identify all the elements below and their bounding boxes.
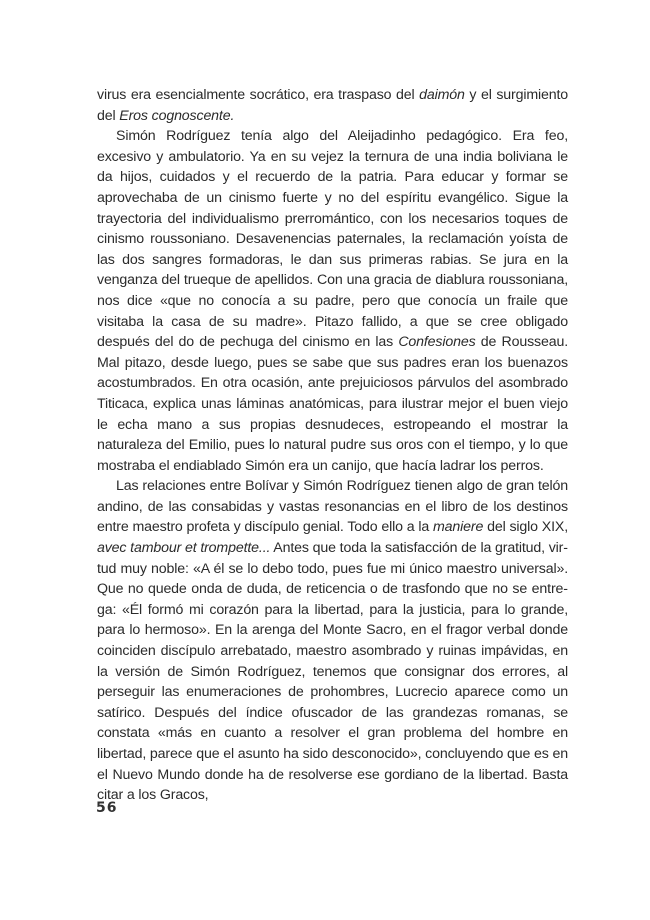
text-segment: de Rousseau. Mal pitazo, desde luego, pues se sabe que sus padres eran los buenazos acostumbrados. En otra ocasión, ante prejuiciosos párvulos del asombrado Titicaca, explica unas láminas anatómicas, para ilustrar mejor el buen viejo le echa mano a sus propias desnudeces, estropeando el mostrar la naturaleza del Emilio, pues lo natural pudre sus oros con el tiempo, y lo que mostraba el endiablado Simón era un canijo, que hacía ladrar los perros. — [97, 334, 568, 474]
italic-segment: Confesiones — [398, 334, 476, 351]
italic-segment: daimón — [419, 87, 465, 103]
text-segment: Antes que toda la satisfacción de la gratitud, virtud muy noble: «A él se lo debo todo, pues fue mi único maestro universal». Que no quede onda de duda, de reticencia o de trasfondo que no se entrega: «Él formó mi corazón para la libertad, para la justicia, para lo grande, para lo hermoso». En la arenga del Monte Sacro, en el fragor verbal donde coinciden discípulo arrebatado, maestro asombrado y ruinas impávidas, en la versión de Simón Rodríguez, tenemos que consignar dos errores, al perseguir las enumeraciones de prohombres, Lucrecio aparece como un satírico. Después del índice ofuscador de las grandezas romanas, se constata «más en cuanto a resolver el gran problema del hombre en libertad, parece que el asunto ha sido desconocido», concluyendo que es en el Nuevo Mundo donde ha de resolverse ese gordiano de la libertad. Basta citar a los Gracos, — [97, 540, 568, 804]
text-segment: virus era esencialmente socrático, era traspaso del — [97, 87, 420, 103]
italic-segment: avec tambour et trompette... — [97, 540, 271, 557]
text-segment: del siglo XIX, — [483, 519, 568, 536]
italic-segment: maniere — [433, 519, 484, 536]
italic-segment: Eros cognoscente. — [119, 107, 235, 124]
text-segment: y el surgimiento del — [97, 87, 569, 124]
paragraph-2 — [97, 126, 568, 476]
text-segment: Simón Rodríguez tenía algo del Aleijadinho pedagógico. Era feo, excesivo y ambulatorio. Ya en su vejez la ternura de una india boliviana le da hijos, cuidados y el recuerdo de la patria. Para educar y formar se aprovechaba de un cinismo fuerte y no del espíritu evangélico. Sigue la trayectoria del individualismo prerromántico, con los necesarios toques de cinismo roussoniano. Desavenencias paternales, la reclamación yoísta de las dos sangres formadoras, le dan sus primeras rabias. Se jura en la venganza del trueque de apellidos. Con una gracia de diablura roussoniana, nos dice «que no conocía a su padre, pero que conocía un fraile que visitaba la casa de su madre». Pitazo fallido, a que se cree obligado después del do de pechuga del cinismo en las — [97, 128, 568, 351]
paragraph-3 — [97, 476, 568, 806]
body-text — [97, 85, 568, 806]
text-segment: Las relaciones entre Bolívar y Simón Rodríguez tienen algo de gran telón andino, de las consabidas y vastas resonancias en el libro de los destinos entre maestro profeta y discípulo genial. Todo ello a la — [97, 478, 568, 536]
page-number: 56 — [96, 800, 118, 816]
paragraph-1 — [97, 85, 568, 126]
